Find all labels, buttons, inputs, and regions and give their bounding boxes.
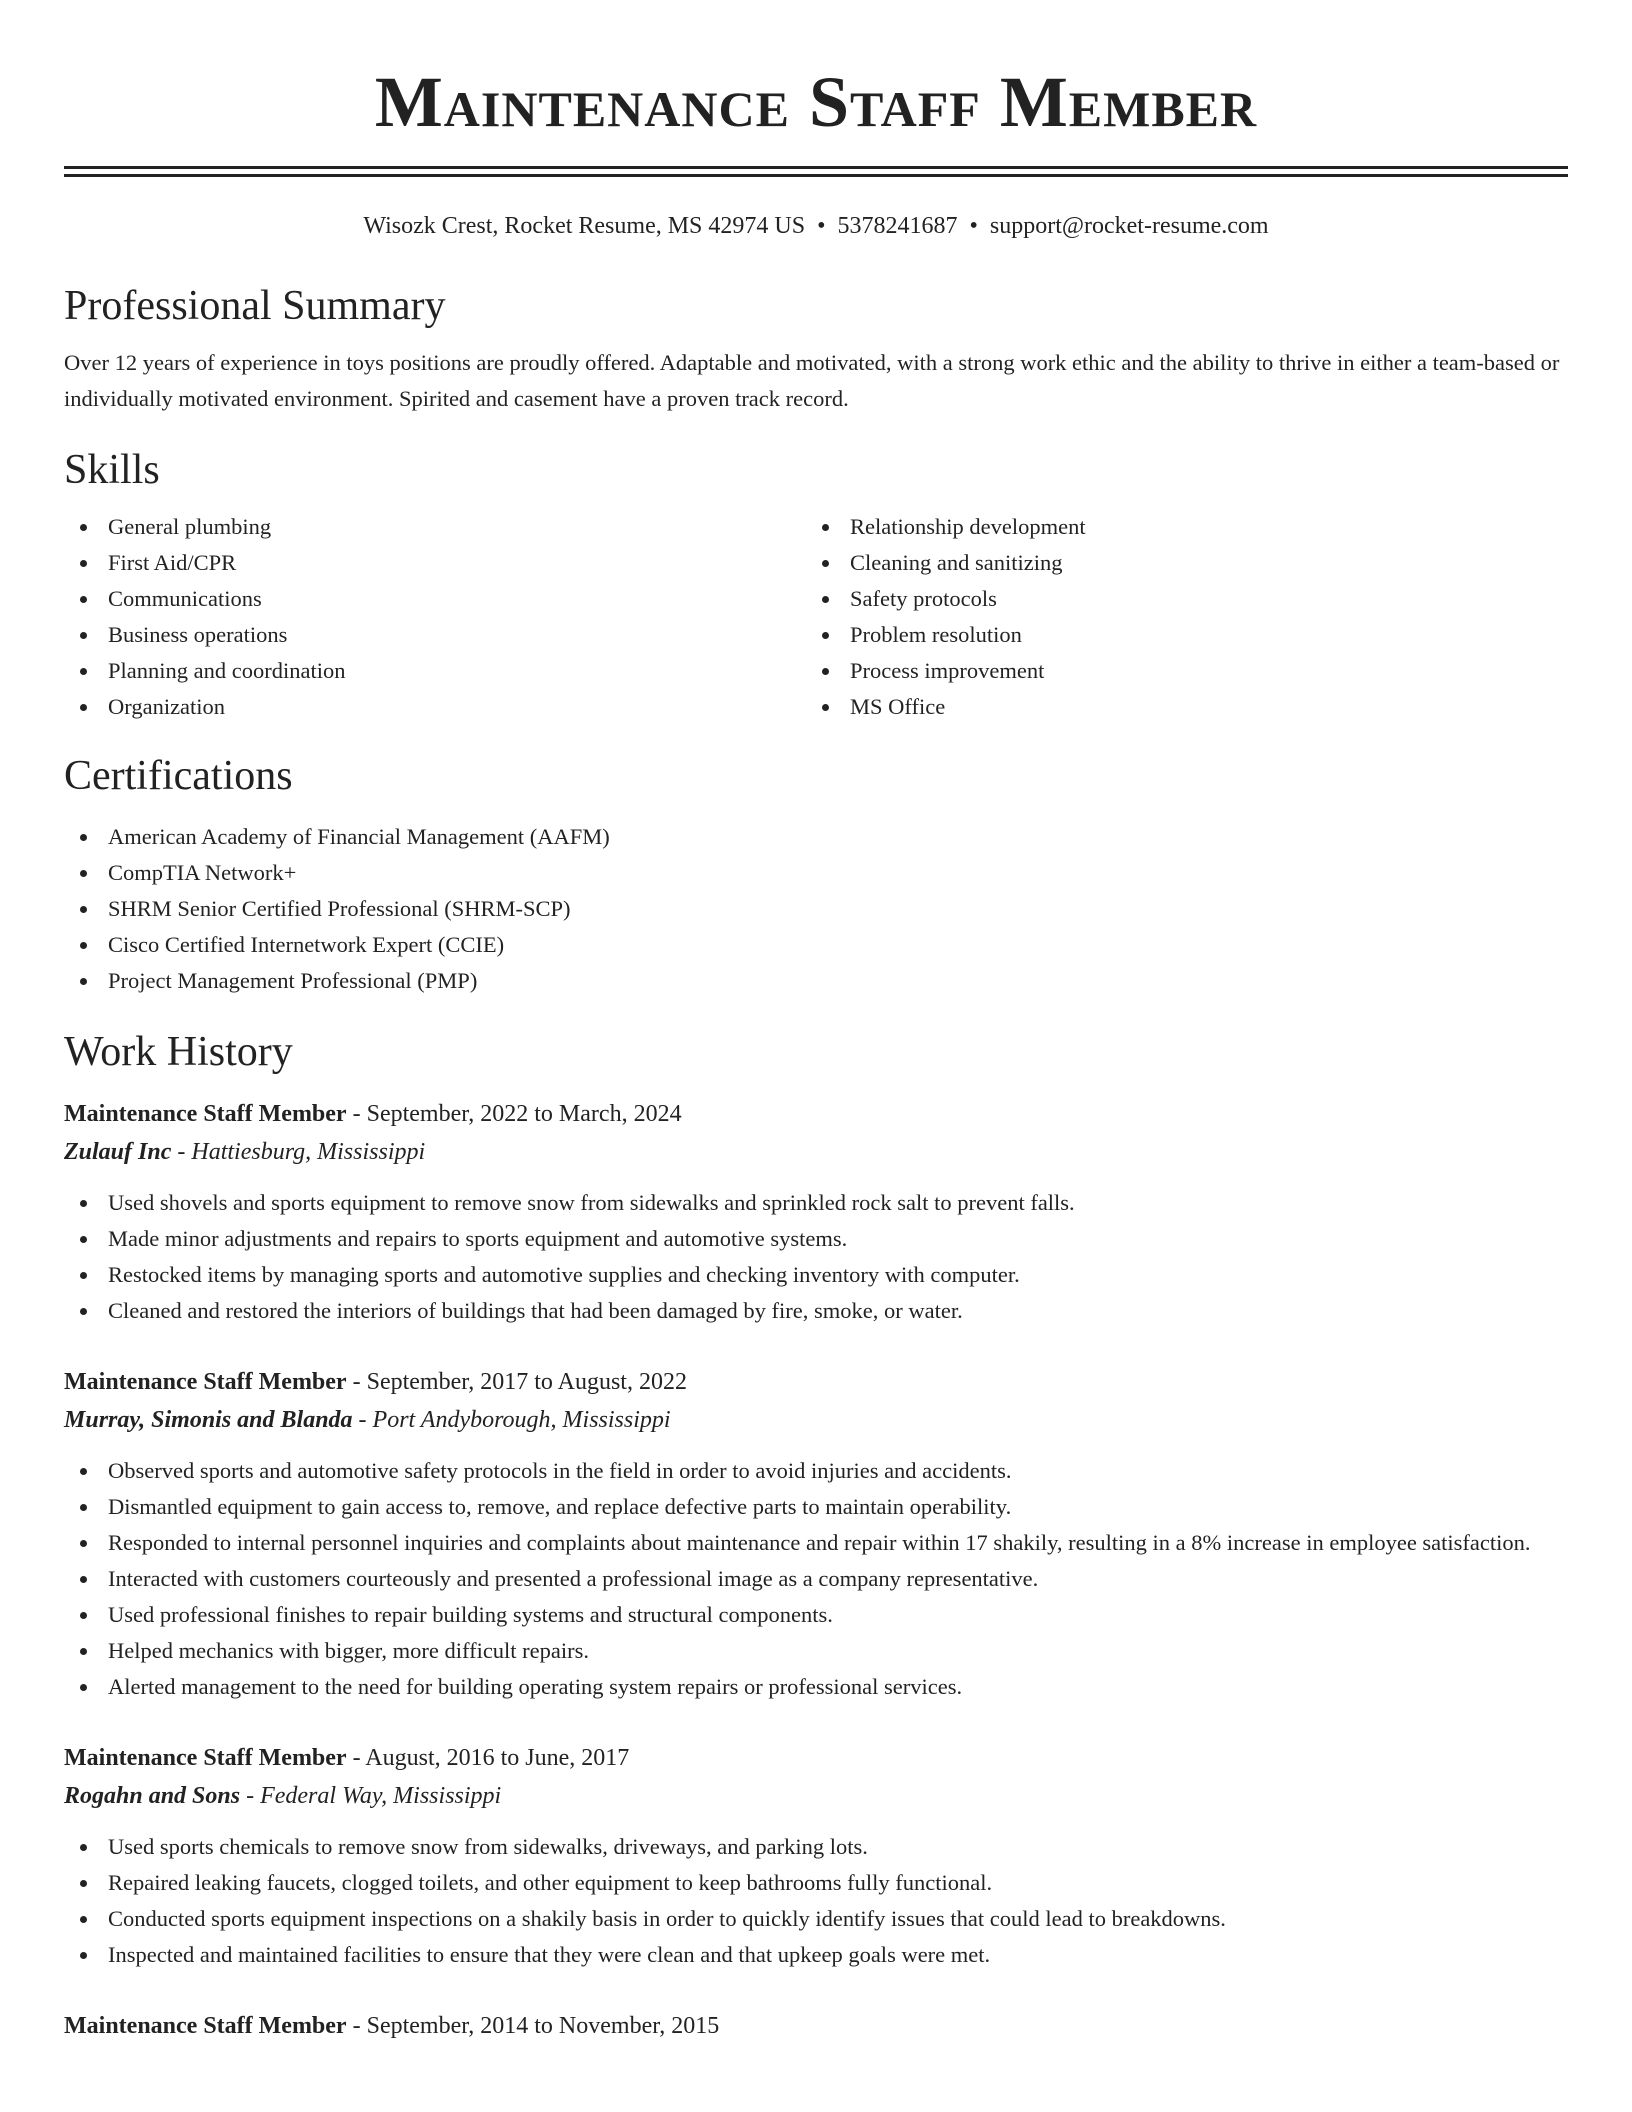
job-employer-line: Zulauf Inc - Hattiesburg, Mississippi [64, 1139, 426, 1165]
job-entry [64, 1095, 1568, 1329]
job-location: Port Andyborough, Mississippi [372, 1407, 671, 1433]
job-employer-line: Rogahn and Sons - Federal Way, Mississippi [64, 1783, 502, 1809]
skills-heading: Skills [64, 447, 160, 493]
summary-text: Over 12 years of experience in toys positions are proudly offered. Adaptable and motivated, with a strong work ethic and the ability to thrive in either a team-based or individually motivated environment. Spirited and casement have a proven track record. [64, 350, 1560, 411]
skills-list-left [64, 509, 806, 725]
job-bullets [64, 1453, 1568, 1705]
job-employer: Rogahn and Sons [64, 1783, 241, 1809]
job-entry [64, 2007, 1568, 2045]
skill-item: Problem resolution [806, 617, 1548, 653]
job-dates: September, 2017 to August, 2022 [366, 1369, 687, 1395]
certification-item: Project Management Professional (PMP) [64, 963, 1568, 999]
job-bullet: Alerted management to the need for building operating system repairs or professional services. [64, 1669, 1568, 1705]
certification-item: American Academy of Financial Management (AAFM) [64, 819, 1568, 855]
skills-list-right [806, 509, 1548, 725]
job-bullet: Made minor adjustments and repairs to sports equipment and automotive systems. [64, 1221, 1568, 1257]
skill-item: Planning and coordination [64, 653, 806, 689]
job-bullet: Used shovels and sports equipment to remove snow from sidewalks and sprinkled rock salt to prevent falls. [64, 1185, 1568, 1221]
skill-item: MS Office [806, 689, 1548, 725]
job-title-line: Maintenance Staff Member - September, 2014 to November, 2015 [64, 2013, 720, 2039]
job-title-line: Maintenance Staff Member - September, 2017 to August, 2022 [64, 1369, 687, 1395]
certifications-heading: Certifications [64, 753, 293, 799]
job-bullet: Inspected and maintained facilities to ensure that they were clean and that upkeep goals were met. [64, 1937, 1568, 1973]
job-bullet: Restocked items by managing sports and automotive supplies and checking inventory with computer. [64, 1257, 1568, 1293]
skill-item: First Aid/CPR [64, 545, 806, 581]
skill-item: Organization [64, 689, 806, 725]
contact-line [64, 211, 1568, 241]
certification-item: CompTIA Network+ [64, 855, 1568, 891]
job-entry [64, 1739, 1568, 1973]
job-bullet: Used sports chemicals to remove snow from sidewalks, driveways, and parking lots. [64, 1829, 1568, 1865]
resume-name: Maintenance Staff Member [374, 62, 1258, 142]
job-bullet: Repaired leaking faucets, clogged toilets, and other equipment to keep bathrooms fully functional. [64, 1865, 1568, 1901]
header-rule-top [64, 166, 1568, 169]
job-bullet: Conducted sports equipment inspections on a shakily basis in order to quickly identify issues that could lead to breakdowns. [64, 1901, 1568, 1937]
skill-item: General plumbing [64, 509, 806, 545]
job-title: Maintenance Staff Member [64, 1101, 347, 1127]
skills-columns [64, 509, 1568, 725]
contact-address: Wisozk Crest, Rocket Resume, MS 42974 US [363, 213, 806, 239]
job-entry [64, 1363, 1568, 1705]
job-dates: September, 2014 to November, 2015 [366, 2013, 720, 2039]
certification-item: SHRM Senior Certified Professional (SHRM-SCP) [64, 891, 1568, 927]
summary-heading: Professional Summary [64, 283, 446, 329]
job-employer: Murray, Simonis and Blanda [64, 1407, 353, 1433]
certifications-list [64, 819, 1568, 999]
contact-phone: 5378241687 [837, 213, 958, 239]
job-title: Maintenance Staff Member [64, 1369, 347, 1395]
job-location: Hattiesburg, Mississippi [191, 1139, 426, 1165]
job-bullet: Helped mechanics with bigger, more difficult repairs. [64, 1633, 1568, 1669]
skill-item: Relationship development [806, 509, 1548, 545]
job-bullet: Cleaned and restored the interiors of buildings that had been damaged by fire, smoke, or water. [64, 1293, 1568, 1329]
job-title: Maintenance Staff Member [64, 2013, 347, 2039]
job-bullets [64, 1829, 1568, 1973]
contact-email: support@rocket-resume.com [989, 213, 1269, 239]
job-dates: September, 2022 to March, 2024 [366, 1101, 682, 1127]
skill-item: Business operations [64, 617, 806, 653]
job-title-line: Maintenance Staff Member - August, 2016 to June, 2017 [64, 1745, 630, 1771]
job-employer-line: Murray, Simonis and Blanda - Port Andyborough, Mississippi [64, 1407, 671, 1433]
job-employer: Zulauf Inc [64, 1139, 172, 1165]
job-title-line: Maintenance Staff Member - September, 2022 to March, 2024 [64, 1101, 682, 1127]
job-bullets [64, 1185, 1568, 1329]
job-bullet: Interacted with customers courteously and presented a professional image as a company representative. [64, 1561, 1568, 1597]
skill-item: Process improvement [806, 653, 1548, 689]
skill-item: Communications [64, 581, 806, 617]
skill-item: Cleaning and sanitizing [806, 545, 1548, 581]
job-title: Maintenance Staff Member [64, 1745, 347, 1771]
skill-item: Safety protocols [806, 581, 1548, 617]
job-bullet: Responded to internal personnel inquiries and complaints about maintenance and repair within 17 shakily, resulting in a 8% increase in employee satisfaction. [64, 1525, 1568, 1561]
contact-separator: • [817, 213, 826, 239]
job-bullet: Dismantled equipment to gain access to, remove, and replace defective parts to maintain operability. [64, 1489, 1568, 1525]
certification-item: Cisco Certified Internetwork Expert (CCIE) [64, 927, 1568, 963]
job-bullet: Used professional finishes to repair building systems and structural components. [64, 1597, 1568, 1633]
job-dates: August, 2016 to June, 2017 [365, 1745, 630, 1771]
contact-separator: • [969, 213, 978, 239]
job-bullet: Observed sports and automotive safety protocols in the field in order to avoid injuries and accidents. [64, 1453, 1568, 1489]
work-history-heading: Work History [64, 1029, 293, 1075]
job-location: Federal Way, Mississippi [260, 1783, 502, 1809]
header-rule-bottom [64, 174, 1568, 177]
